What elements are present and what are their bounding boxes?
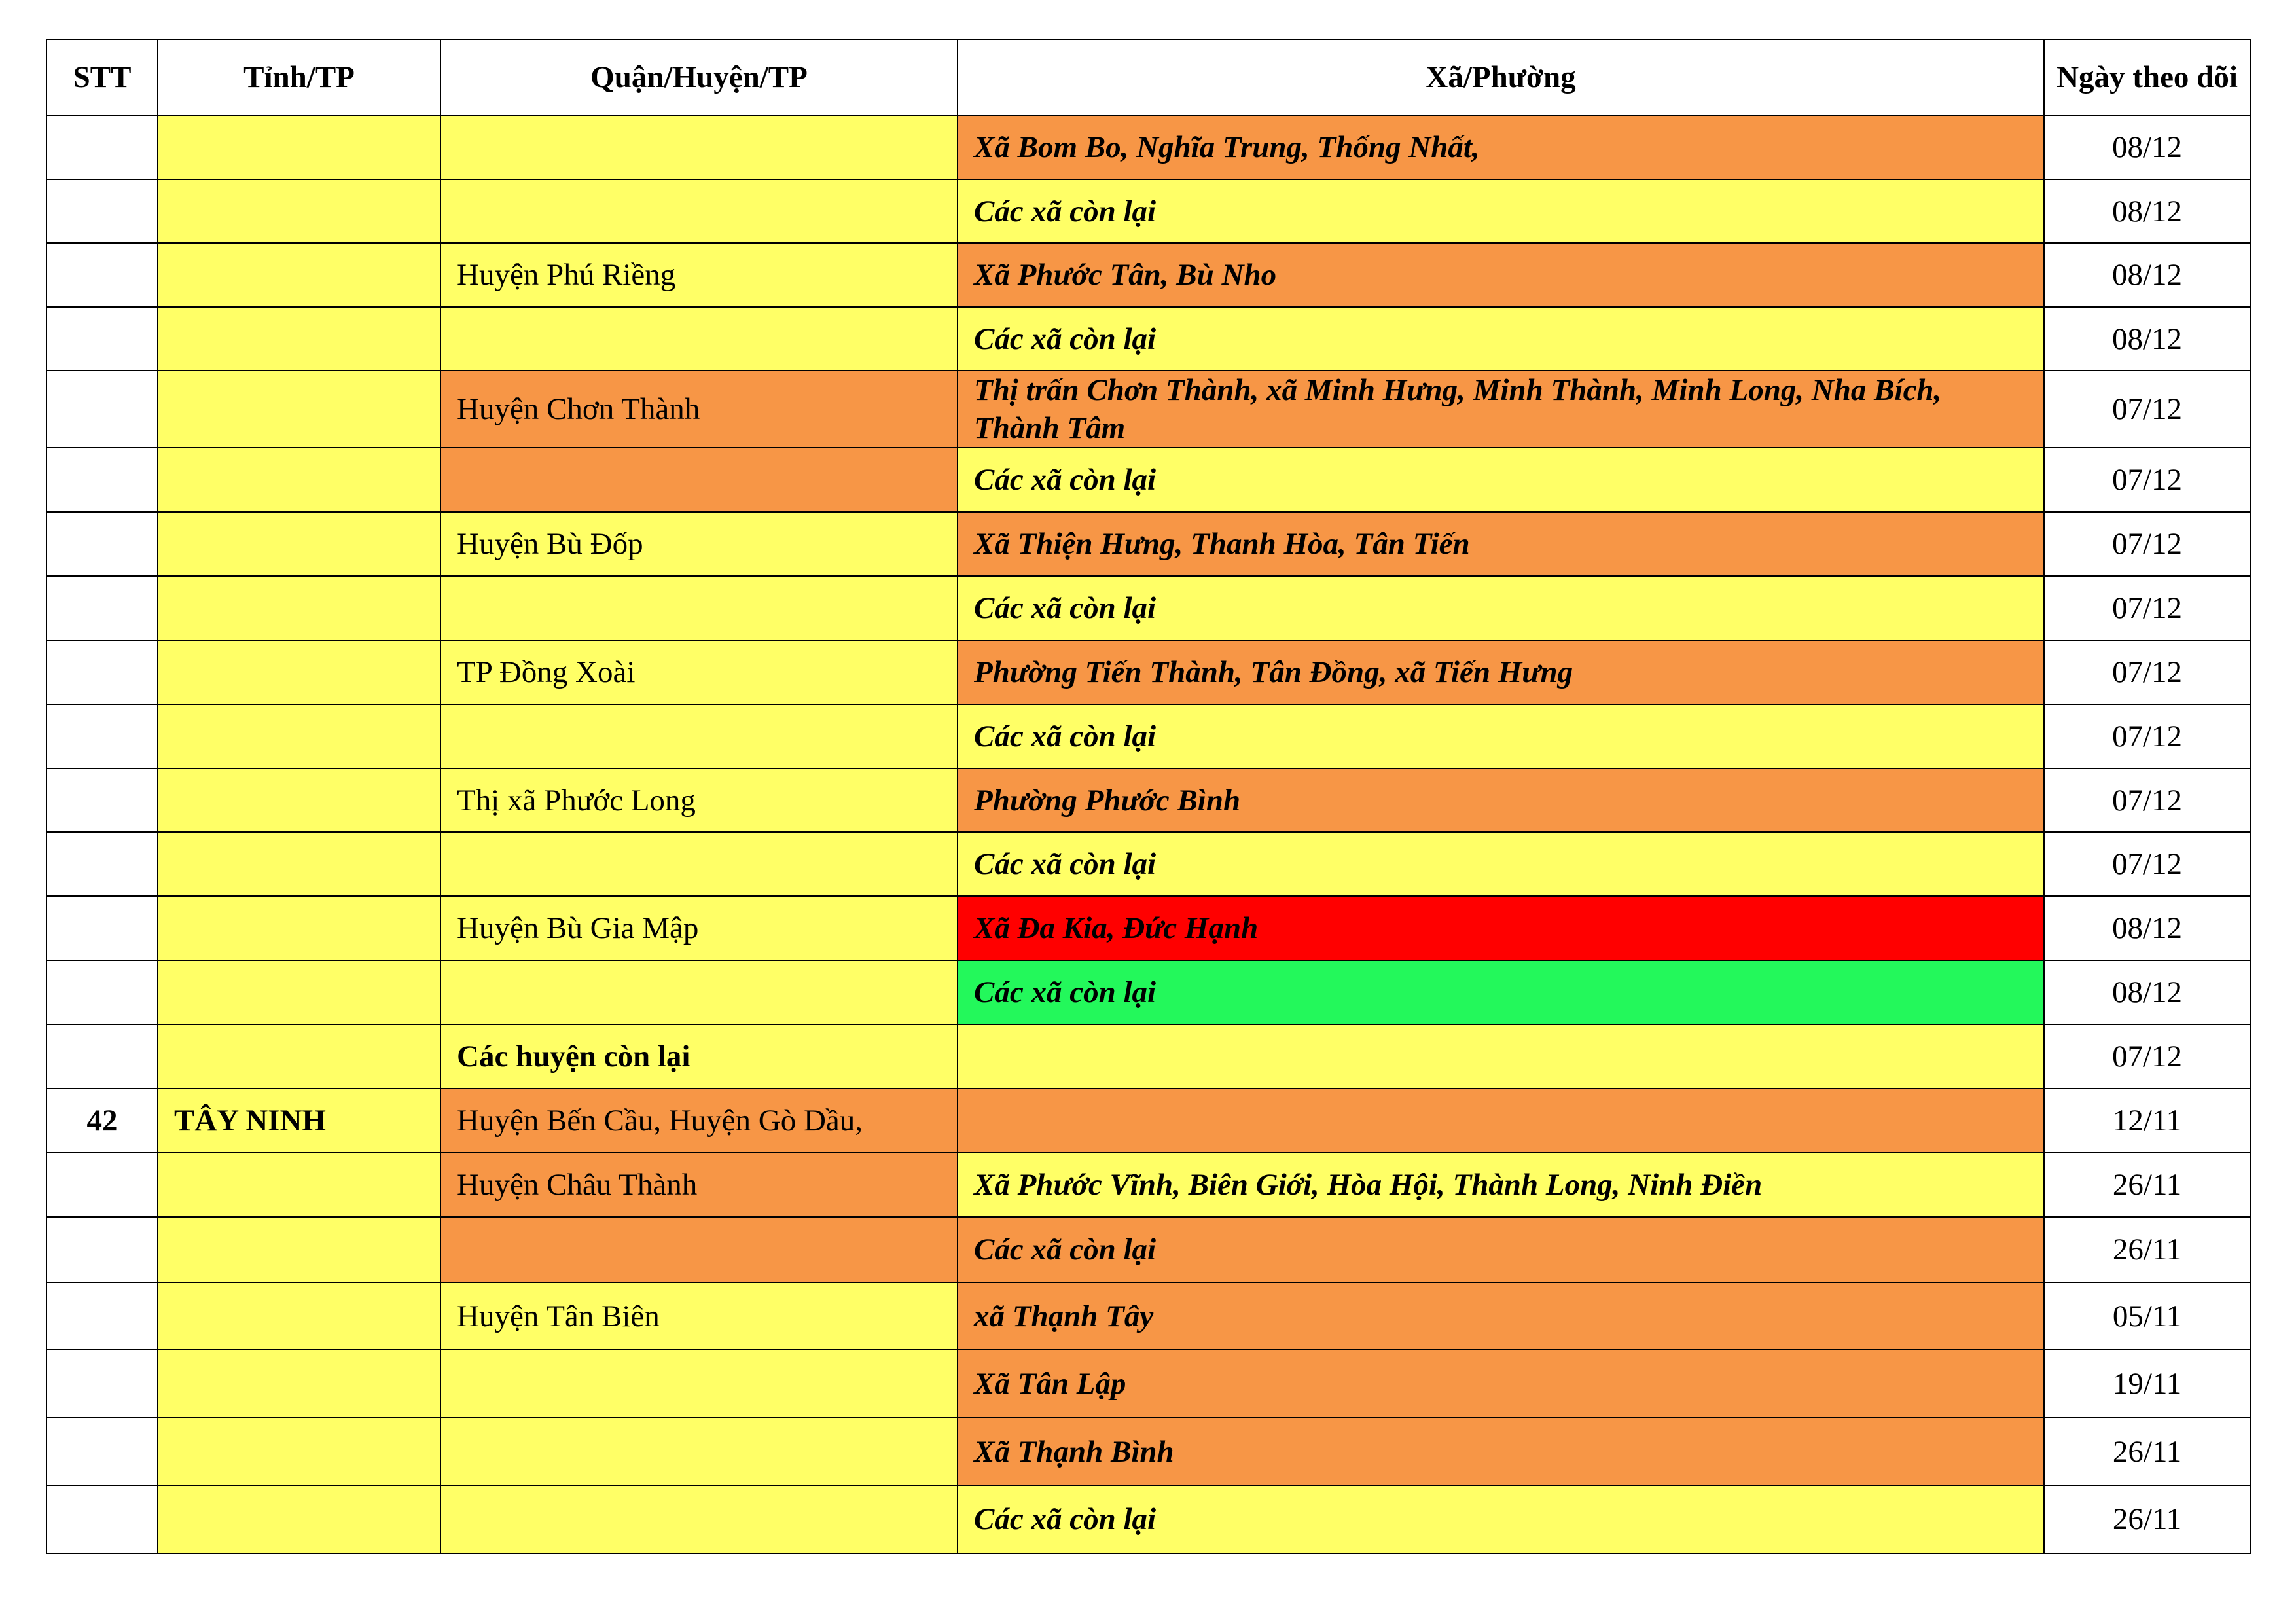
cell-commune: xã Thạnh Tây (958, 1282, 2044, 1350)
cell-stt (46, 243, 158, 307)
header-commune: Xã/Phường (958, 39, 2044, 115)
table-row (46, 640, 2250, 704)
cell-district (440, 960, 958, 1024)
cell-province (158, 1350, 440, 1418)
cell-district (440, 307, 958, 370)
cell-stt (46, 704, 158, 768)
table-row (46, 576, 2250, 640)
cell-province (158, 576, 440, 640)
cell-commune: Xã Thạnh Bình (958, 1418, 2044, 1485)
table-row (46, 832, 2250, 896)
cell-date: 07/12 (2044, 512, 2250, 576)
cell-commune: Thị trấn Chơn Thành, xã Minh Hưng, Minh Thành, Minh Long, Nha Bích, Thành Tâm (958, 370, 2044, 448)
cell-commune: Các xã còn lại (958, 1217, 2044, 1282)
cell-date: 08/12 (2044, 243, 2250, 307)
header-row (46, 39, 2250, 115)
cell-date: 19/11 (2044, 1350, 2250, 1418)
cell-district (440, 576, 958, 640)
cell-stt (46, 1350, 158, 1418)
cell-district: TP Đồng Xoài (440, 640, 958, 704)
table-row (46, 512, 2250, 576)
cell-stt (46, 896, 158, 960)
cell-province (158, 243, 440, 307)
cell-date: 26/11 (2044, 1485, 2250, 1553)
cell-date: 07/12 (2044, 640, 2250, 704)
cell-stt (46, 576, 158, 640)
cell-province (158, 896, 440, 960)
cell-commune: Phường Tiến Thành, Tân Đồng, xã Tiến Hưng (958, 640, 2044, 704)
cell-stt (46, 1418, 158, 1485)
cell-stt (46, 1217, 158, 1282)
cell-district: Huyện Bến Cầu, Huyện Gò Dầu, (440, 1089, 958, 1153)
cell-commune (958, 1024, 2044, 1089)
cell-date: 26/11 (2044, 1153, 2250, 1217)
cell-province (158, 448, 440, 512)
cell-district: Huyện Chơn Thành (440, 370, 958, 448)
cell-district: Huyện Bù Đốp (440, 512, 958, 576)
cell-date: 08/12 (2044, 179, 2250, 243)
cell-commune: Xã Tân Lập (958, 1350, 2044, 1418)
cell-stt (46, 1282, 158, 1350)
table-row (46, 1350, 2250, 1418)
cell-district (440, 1418, 958, 1485)
cell-date: 08/12 (2044, 960, 2250, 1024)
cell-stt (46, 307, 158, 370)
table-row (46, 448, 2250, 512)
cell-stt (46, 1153, 158, 1217)
table-row (46, 179, 2250, 243)
cell-province (158, 768, 440, 832)
cell-commune: Xã Bom Bo, Nghĩa Trung, Thống Nhất, (958, 115, 2044, 179)
cell-commune: Các xã còn lại (958, 576, 2044, 640)
cell-stt (46, 370, 158, 448)
cell-province (158, 370, 440, 448)
cell-district (440, 704, 958, 768)
cell-province (158, 1153, 440, 1217)
table-row (46, 896, 2250, 960)
cell-date: 07/12 (2044, 768, 2250, 832)
cell-district (440, 1350, 958, 1418)
cell-province (158, 832, 440, 896)
cell-date: 05/11 (2044, 1282, 2250, 1350)
cell-date: 07/12 (2044, 370, 2250, 448)
cell-district (440, 448, 958, 512)
cell-stt (46, 960, 158, 1024)
cell-stt: 42 (46, 1089, 158, 1153)
cell-province (158, 704, 440, 768)
cell-commune (958, 1089, 2044, 1153)
cell-district: Thị xã Phước Long (440, 768, 958, 832)
cell-district (440, 179, 958, 243)
table-row (46, 1024, 2250, 1089)
table-row (46, 1089, 2250, 1153)
header-province: Tỉnh/TP (158, 39, 440, 115)
table-body (46, 115, 2250, 1553)
header-date: Ngày theo dõi (2044, 39, 2250, 115)
cell-province (158, 1485, 440, 1553)
cell-province (158, 512, 440, 576)
cell-district (440, 1485, 958, 1553)
cell-district: Huyện Bù Gia Mập (440, 896, 958, 960)
cell-district: Huyện Châu Thành (440, 1153, 958, 1217)
cell-date: 07/12 (2044, 448, 2250, 512)
cell-date: 26/11 (2044, 1217, 2250, 1282)
cell-province (158, 960, 440, 1024)
table-row (46, 704, 2250, 768)
table-row (46, 307, 2250, 370)
table-row (46, 115, 2250, 179)
cell-commune: Các xã còn lại (958, 832, 2044, 896)
table-row (46, 1418, 2250, 1485)
cell-commune: Các xã còn lại (958, 704, 2044, 768)
cell-province (158, 1418, 440, 1485)
cell-province (158, 640, 440, 704)
cell-date: 12/11 (2044, 1089, 2250, 1153)
cell-district: Các huyện còn lại (440, 1024, 958, 1089)
cell-province (158, 307, 440, 370)
header-stt: STT (46, 39, 158, 115)
cell-stt (46, 640, 158, 704)
cell-province (158, 1024, 440, 1089)
table-row (46, 768, 2250, 832)
table-row (46, 243, 2250, 307)
cell-stt (46, 512, 158, 576)
cell-district (440, 1217, 958, 1282)
cell-province (158, 1217, 440, 1282)
cell-commune: Xã Phước Tân, Bù Nho (958, 243, 2044, 307)
district-status-table (46, 39, 2251, 1554)
cell-district: Huyện Phú Riềng (440, 243, 958, 307)
cell-province (158, 115, 440, 179)
header-district: Quận/Huyện/TP (440, 39, 958, 115)
cell-date: 07/12 (2044, 576, 2250, 640)
cell-province (158, 1282, 440, 1350)
cell-district (440, 115, 958, 179)
cell-commune: Xã Thiện Hưng, Thanh Hòa, Tân Tiến (958, 512, 2044, 576)
cell-date: 26/11 (2044, 1418, 2250, 1485)
table-row (46, 370, 2250, 448)
cell-stt (46, 832, 158, 896)
cell-stt (46, 179, 158, 243)
cell-date: 08/12 (2044, 896, 2250, 960)
cell-commune: Phường Phước Bình (958, 768, 2044, 832)
cell-date: 07/12 (2044, 704, 2250, 768)
cell-commune: Các xã còn lại (958, 179, 2044, 243)
table-row (46, 1153, 2250, 1217)
cell-date: 08/12 (2044, 307, 2250, 370)
cell-province (158, 179, 440, 243)
table-row (46, 1485, 2250, 1553)
cell-commune: Xã Phước Vĩnh, Biên Giới, Hòa Hội, Thành Long, Ninh Điền (958, 1153, 2044, 1217)
cell-stt (46, 1485, 158, 1553)
cell-stt (46, 448, 158, 512)
cell-commune: Các xã còn lại (958, 307, 2044, 370)
cell-stt (46, 1024, 158, 1089)
cell-stt (46, 768, 158, 832)
table-row (46, 1282, 2250, 1350)
table-row (46, 960, 2250, 1024)
cell-commune: Các xã còn lại (958, 960, 2044, 1024)
cell-date: 07/12 (2044, 1024, 2250, 1089)
cell-commune: Các xã còn lại (958, 1485, 2044, 1553)
cell-district (440, 832, 958, 896)
cell-district: Huyện Tân Biên (440, 1282, 958, 1350)
cell-province: TÂY NINH (158, 1089, 440, 1153)
cell-date: 07/12 (2044, 832, 2250, 896)
cell-stt (46, 115, 158, 179)
cell-date: 08/12 (2044, 115, 2250, 179)
cell-commune: Các xã còn lại (958, 448, 2044, 512)
table-row (46, 1217, 2250, 1282)
cell-commune: Xã Đa Kia, Đức Hạnh (958, 896, 2044, 960)
